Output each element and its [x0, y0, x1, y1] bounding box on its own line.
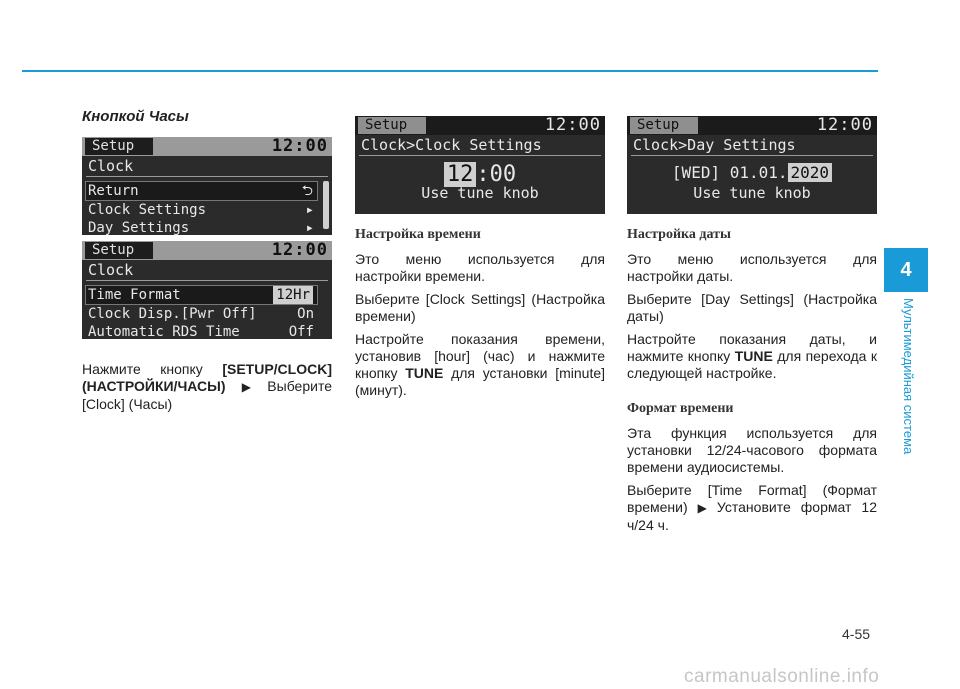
lcd-setup-label: Setup: [358, 117, 426, 134]
paragraph-post: для перехода к следующей настройке.: [627, 348, 878, 381]
return-icon: ⮌: [301, 183, 313, 199]
paragraph-pre: Настройте показания времени, установив [hour] (час) и нажмите кнопку: [355, 331, 605, 381]
paragraph-post: Установите формат 12 ч/24 ч.: [627, 499, 877, 533]
lcd-row-value: Off: [288, 324, 314, 339]
lcd-scrollbar: [323, 181, 329, 229]
lcd-time: 12:00: [544, 116, 601, 135]
button-name: [SETUP/CLOCK] (НАСТРОЙКИ/ЧАСЫ): [82, 361, 332, 394]
lcd-hint: Use tune knob: [693, 184, 811, 202]
lcd-setup-label: Setup: [630, 117, 698, 134]
subtitle-date-setting: Настройка даты: [627, 227, 731, 242]
lcd-time: 12:00: [271, 241, 328, 260]
lcd-date-edit: [627, 164, 877, 181]
paragraph-post: для установки [minute] (минут).: [355, 365, 606, 398]
right-column: [627, 116, 877, 540]
paragraph: Это меню используется для настройки даты.: [627, 251, 877, 284]
lcd-row-label: Time Format: [88, 287, 181, 303]
page-number: 4-55: [842, 626, 871, 642]
lcd-row-rds-time: [82, 323, 318, 339]
chevron-right-icon: ▸: [305, 202, 314, 218]
middle-column: [355, 116, 605, 405]
lcd-row-label: Day Settings: [88, 220, 190, 235]
button-name: TUNE: [405, 365, 444, 381]
lcd-row-clock-settings: [82, 201, 318, 219]
paragraph-pre: Настройте показания даты, и нажмите кнопку: [627, 331, 877, 364]
lcd-clock-settings: [355, 116, 605, 214]
lcd-row-time-format: [85, 285, 318, 305]
minute-value: :00: [476, 162, 517, 187]
paragraph: Выберите [Clock Settings] (Настройка времени): [355, 291, 605, 324]
lcd-row-label: Clock Disp.[Pwr Off]: [88, 306, 257, 322]
lcd-row-day-settings: [82, 219, 318, 235]
lcd-row-value: On: [297, 306, 314, 322]
header-rule: [22, 70, 878, 72]
arrow-right-icon: ▶: [241, 380, 252, 394]
lcd-status-bar: [627, 116, 877, 135]
paragraph: [627, 482, 877, 534]
button-name: TUNE: [734, 348, 773, 364]
lcd-title: Clock: [86, 260, 328, 281]
paragraph-pre: Выберите [Time Format] (Формат времени): [627, 482, 877, 515]
lcd-hint: Use tune knob: [421, 184, 539, 202]
paragraph: Эта функция используется для установки 12/24-часового формата времени аудиосистемы.: [627, 425, 877, 475]
lcd-status-bar: [355, 116, 605, 135]
chapter-title: Мультимедийная система: [901, 298, 916, 455]
date-value: 01.01.: [729, 163, 788, 182]
lcd-row-clock-disp: [82, 305, 318, 323]
instruction-text: [82, 361, 332, 413]
paragraph: [355, 331, 605, 399]
day-value: [WED]: [671, 163, 721, 182]
lcd-setup-label: Setup: [85, 138, 153, 155]
lcd-row-label: Automatic RDS Time: [88, 324, 240, 339]
lcd-title: Clock>Day Settings: [631, 135, 873, 156]
lcd-row-label: Return: [88, 183, 139, 199]
lcd-title: Clock>Clock Settings: [359, 135, 601, 156]
lcd-time: 12:00: [271, 137, 328, 156]
instruction-post: Выберите [Clock] (Часы): [82, 378, 332, 412]
watermark: carmanualsonline.info: [684, 666, 880, 687]
lcd-clock-options: [82, 241, 332, 339]
lcd-day-settings: [627, 116, 877, 214]
instruction-pre: Нажмите кнопку: [82, 361, 223, 377]
lcd-setup-label: Setup: [85, 242, 153, 259]
paragraph: Выберите [Day Settings] (Настройка даты): [627, 291, 877, 324]
lcd-time-edit: [355, 162, 605, 187]
left-column: [82, 108, 332, 419]
paragraph: [627, 331, 877, 382]
lcd-time: 12:00: [816, 116, 873, 135]
chapter-tab: 4: [884, 248, 928, 292]
arrow-right-icon: ▶: [697, 501, 707, 515]
subtitle-time-setting: Настройка времени: [355, 227, 481, 242]
lcd-status-bar: [82, 137, 332, 156]
lcd-row-value: 12Hr: [273, 286, 313, 304]
chevron-right-icon: ▸: [305, 220, 314, 235]
lcd-row-label: Clock Settings: [88, 202, 207, 218]
year-value: 2020: [788, 163, 833, 182]
subtitle-time-format: Формат времени: [627, 401, 734, 416]
hour-value: 12: [444, 162, 477, 187]
paragraph: Это меню используется для настройки времени.: [355, 251, 605, 284]
lcd-title: Clock: [86, 156, 328, 177]
lcd-status-bar: [82, 241, 332, 260]
lcd-clock-menu: [82, 137, 332, 235]
lcd-row-return: [85, 181, 318, 201]
section-heading: Кнопкой Часы: [82, 108, 189, 125]
